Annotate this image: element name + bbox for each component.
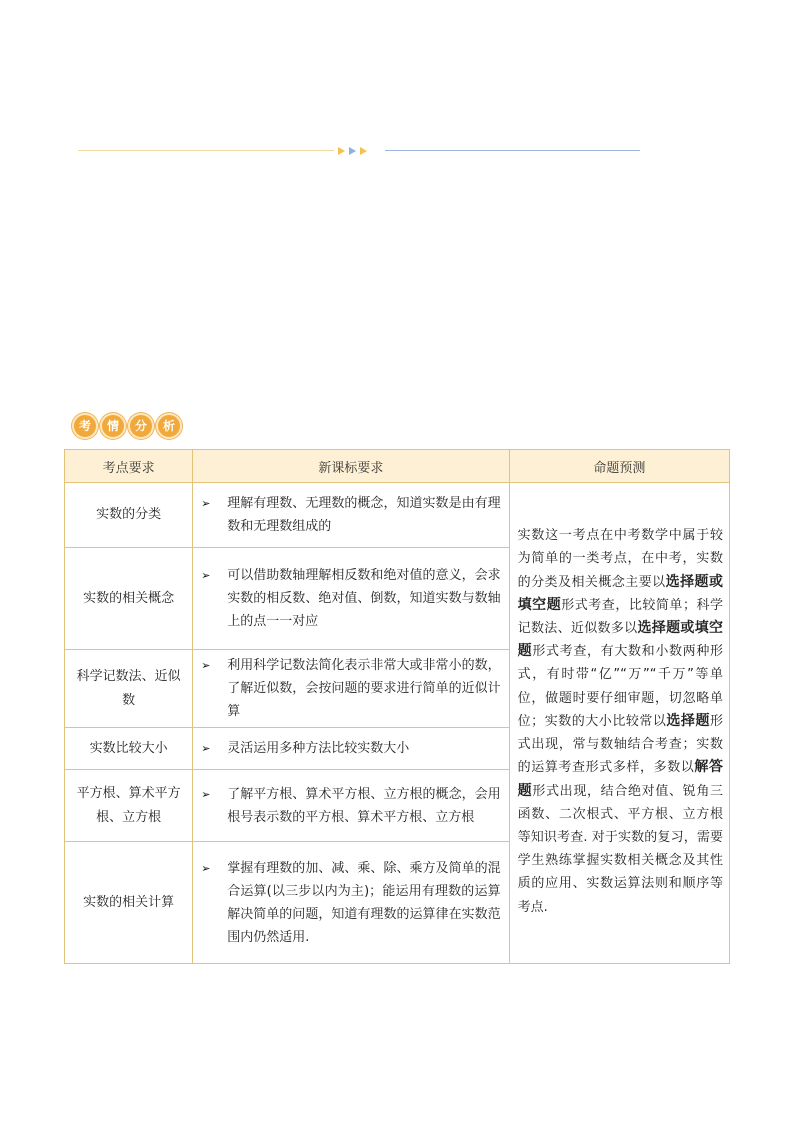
requirement-text: 理解有理数、无理数的概念，知道实数是由有理数和无理数组成的	[227, 496, 501, 534]
row-point: 实数的分类	[65, 483, 193, 548]
row-requirement	[193, 548, 509, 650]
divider-line-left	[78, 150, 334, 151]
arrow-bullet-icon: ➢	[201, 861, 211, 875]
prediction-text-2: 形式考查，比较简单；科学记数法、近似数多以	[517, 597, 723, 637]
row-requirement	[193, 842, 509, 964]
badge-char-4: 析	[156, 413, 182, 439]
row-point: 实数比较大小	[65, 728, 193, 770]
prediction-text-1: 实数这一考点在中考数学中属于较为简单的一类考点，在中考，实数的分类及相关概念主要以	[517, 528, 723, 590]
section-badge	[72, 412, 182, 440]
header-divider	[78, 143, 640, 159]
header-prediction: 命题预测	[509, 450, 729, 483]
prediction-text-4: 形式出现，常与数轴结合考查；实数的运算考查形式多样，多数以	[517, 713, 723, 776]
divider-line-right	[385, 150, 640, 151]
row-requirement	[193, 728, 509, 770]
analysis-table	[64, 449, 730, 964]
row-requirement	[193, 650, 509, 728]
row-point: 实数的相关计算	[65, 842, 193, 964]
header-point: 考点要求	[65, 450, 193, 483]
arrow-bullet-icon: ➢	[201, 569, 211, 582]
prediction-cell	[509, 483, 729, 964]
row-point: 科学记数法、近似数	[65, 650, 193, 728]
requirement-text: 灵活运用多种方法比较实数大小	[227, 741, 410, 756]
header-requirement: 新课标要求	[193, 450, 509, 483]
row-point: 平方根、算术平方根、立方根	[65, 770, 193, 842]
requirement-text: 掌握有理数的加、减、乘、除、乘方及简单的混合运算(以三步以内为主)；能运用有理数的运算解决简单的问题，知道有理数的运算律在实数范围内仍然适用.	[227, 860, 501, 945]
requirement-text: 利用科学记数法简化表示非常大或非常小的数，了解近似数，会按问题的要求进行简单的近似计算	[227, 658, 501, 719]
badge-char-2: 情	[100, 413, 126, 439]
arrow-bullet-icon: ➢	[201, 742, 211, 755]
prediction-bold-2: 选择题或填空题	[517, 620, 723, 660]
table-row	[65, 483, 730, 548]
badge-char-1: 考	[72, 413, 98, 439]
row-requirement	[193, 483, 509, 548]
arrow-bullet-icon: ➢	[201, 787, 211, 801]
triple-arrow-icon	[336, 143, 372, 159]
row-point: 实数的相关概念	[65, 548, 193, 650]
row-requirement	[193, 770, 509, 842]
requirement-text: 了解平方根、算术平方根、立方根的概念，会用根号表示数的平方根、算术平方根、立方根	[227, 786, 501, 825]
prediction-text-3: 形式考查，有大数和小数两种形式，有时带“亿”“万”“千万”等单位，做题时要仔细审题，切忽略单位；实数的大小比较常以	[517, 644, 723, 729]
arrow-bullet-icon: ➢	[201, 497, 211, 510]
requirement-text: 可以借助数轴理解相反数和绝对值的意义，会求实数的相反数、绝对值、倒数，知道实数与数轴上的点一一对应	[227, 568, 501, 629]
prediction-bold-1: 选择题或填空题	[517, 573, 723, 613]
prediction-text-5: 形式出现，结合绝对值、锐角三函数、二次根式、平方根、立方根等知识考查. 对于实数的复习，需要学生熟练掌握实数相关概念及其性质的应用、实数运算法则和顺序等考点.	[517, 783, 723, 915]
prediction-bold-3: 选择题	[666, 712, 710, 729]
prediction-bold-4: 解答题	[517, 759, 723, 799]
table-header-row	[65, 450, 730, 483]
arrow-bullet-icon: ➢	[201, 659, 211, 672]
badge-char-3: 分	[128, 413, 154, 439]
